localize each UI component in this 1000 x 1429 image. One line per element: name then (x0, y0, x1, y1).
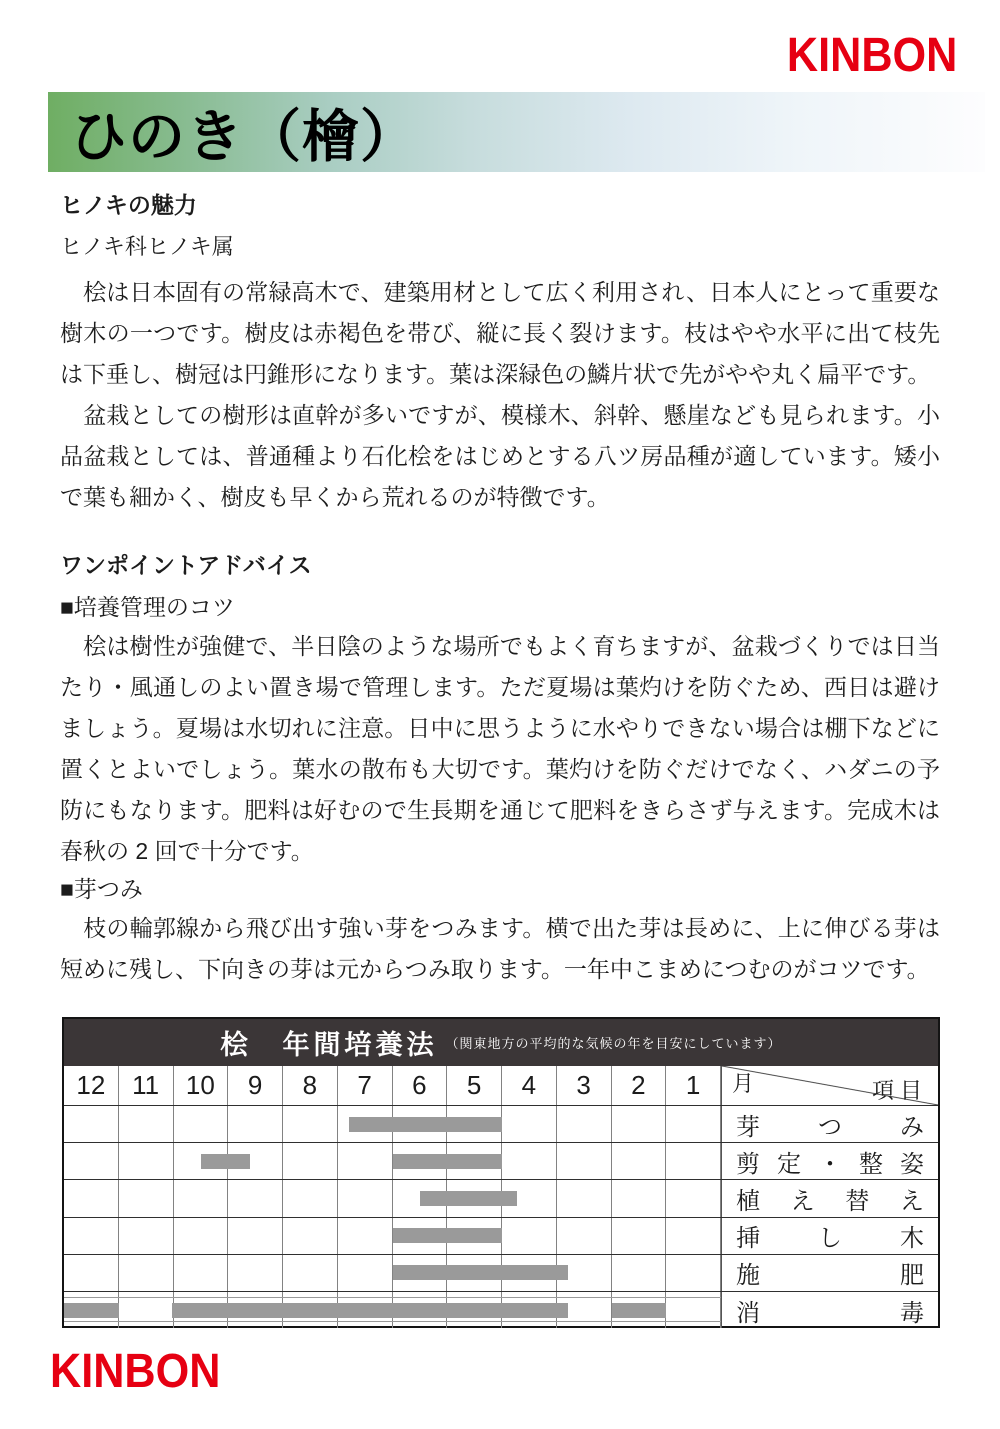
row-label-char: ・ (818, 1150, 842, 1178)
row-label-char: 挿 (736, 1225, 760, 1253)
cultivation-calendar (62, 1017, 940, 1328)
month-grid-cell (283, 1143, 338, 1179)
corner-month-label: 月 (732, 1071, 755, 1096)
row-label-char: 剪 (736, 1150, 760, 1178)
row-label-char: 整 (859, 1150, 883, 1178)
calendar-row-挿し木 (64, 1217, 938, 1254)
calendar-corner-cell (721, 1066, 938, 1105)
month-grid-cell (612, 1180, 667, 1216)
kinbon-logo-bottom: KINBON (50, 1345, 221, 1398)
month-grid-cell (612, 1106, 667, 1142)
row-label-char: 替 (845, 1187, 870, 1215)
row-label-char: え (790, 1187, 815, 1215)
month-grid-cell (612, 1218, 667, 1254)
month-grid-cell (174, 1255, 229, 1291)
row-label-char: 植 (736, 1187, 760, 1215)
month-grid-cell (64, 1255, 119, 1291)
intro-paragraph-1: 桧は日本固有の常緑高木で、建築用材として広く利用され、日本人にとって重要な樹木の一つです。樹皮は赤褐色を帯び、縦に長く裂けます。枝はやや水平に出て枝先は下垂し、樹冠は円錐形になります。葉は深緑色の鱗片状で先がやや丸く扁平です。 (60, 279, 940, 387)
month-grid-cell (502, 1143, 557, 1179)
period-bar (349, 1117, 502, 1132)
month-grid-cell (283, 1106, 338, 1142)
calendar-row-cells (64, 1292, 721, 1328)
advice-section (60, 550, 940, 990)
month-cell-4: 4 (502, 1066, 557, 1105)
period-bar (64, 1303, 119, 1318)
calendar-row-cells (64, 1255, 721, 1291)
calendar-row-cells (64, 1106, 721, 1142)
advice-item-body-2: 枝の輪郭線から飛び出す強い芽をつみます。横で出た芽は長めに、上に伸びる芽は短めに残し、下向きの芽は元からつみ取ります。一年中こまめにつむのがコツです。 (60, 915, 940, 982)
period-bar (393, 1228, 503, 1243)
advice-item-heading-1: ■培養管理のコツ (60, 594, 235, 620)
row-label-芽つみ (721, 1106, 938, 1142)
intro-paragraph-2: 盆栽としての樹形は直幹が多いですが、模様木、斜幹、懸崖なども見られます。小品盆栽としては、普通種より石化桧をはじめとする八ツ房品種が適しています。矮小で葉も細かく、樹皮も早くから荒れるのが特徴です。 (60, 402, 940, 510)
month-cell-10: 10 (174, 1066, 229, 1105)
advice-heading: ワンポイントアドバイス (60, 552, 312, 578)
month-grid-cell (119, 1255, 174, 1291)
month-grid-cell (502, 1106, 557, 1142)
row-guide-line (64, 1297, 721, 1298)
month-cell-2: 2 (612, 1066, 667, 1105)
calendar-month-row (64, 1066, 938, 1105)
title-banner (48, 92, 985, 172)
period-bar (612, 1303, 667, 1318)
advice-item-body-1: 桧は樹性が強健で、半日陰のような場所でもよく育ちますが、盆栽づくりでは日当たり・風通しのよい置き場で管理します。ただ夏場は葉灼けを防ぐため、西日は避けましょう。夏場は水切れに注意。日中に思うように水やりできない場合は棚下などに置くとよいでしょう。葉水の散布も大切です。葉灼けを防ぐだけでなく、ハダニの予防にもなります。肥料は好むので生長期を通じて肥料をきらさず与えます。完成木は春秋の 2 回で十分です。 (60, 633, 941, 864)
month-grid-cell (612, 1255, 667, 1291)
row-label-char: 毒 (900, 1299, 924, 1327)
month-grid-cell (228, 1180, 283, 1216)
row-label-char: 姿 (900, 1150, 924, 1178)
calendar-row-剪定・整姿 (64, 1142, 938, 1179)
month-grid-cell (174, 1218, 229, 1254)
intro-paragraphs (60, 272, 940, 518)
month-grid-cell (666, 1180, 721, 1216)
row-label-挿し木 (721, 1218, 938, 1254)
month-grid-cell (338, 1218, 393, 1254)
month-grid-cell (174, 1180, 229, 1216)
row-label-植え替え (721, 1180, 938, 1216)
month-grid-cell (119, 1143, 174, 1179)
calendar-row-消毒 (64, 1291, 938, 1328)
month-grid-cell (666, 1218, 721, 1254)
period-bar (393, 1154, 503, 1169)
row-label-施肥 (721, 1255, 938, 1291)
calendar-row-cells (64, 1218, 721, 1254)
intro-subheading: ヒノキ科ヒノキ属 (60, 234, 234, 259)
calendar-subtitle: （関東地方の平均的な気候の年を目安にしています） (445, 1036, 782, 1051)
kinbon-logo-top: KINBON (786, 29, 957, 82)
row-label-char: し (818, 1225, 842, 1253)
month-grid-cell (228, 1106, 283, 1142)
month-grid-cell (557, 1143, 612, 1179)
month-grid-cell (119, 1180, 174, 1216)
month-grid-cell (119, 1106, 174, 1142)
row-label-剪定・整姿 (721, 1143, 938, 1179)
corner-item-label: 項目 (871, 1078, 928, 1103)
month-grid-cell (174, 1106, 229, 1142)
month-grid-cell (64, 1143, 119, 1179)
month-grid-cell (64, 1180, 119, 1216)
month-cell-9: 9 (228, 1066, 283, 1105)
row-label-char: 木 (900, 1225, 924, 1253)
period-bar (420, 1191, 517, 1206)
month-grid-cell (557, 1218, 612, 1254)
month-grid-cell (228, 1218, 283, 1254)
month-cell-6: 6 (393, 1066, 448, 1105)
calendar-row-施肥 (64, 1254, 938, 1291)
intro-heading: ヒノキの魅力 (60, 192, 197, 218)
row-label-char: 肥 (900, 1262, 924, 1290)
month-cell-3: 3 (557, 1066, 612, 1105)
month-cell-12: 12 (64, 1066, 119, 1105)
month-grid-cell (666, 1143, 721, 1179)
month-cell-8: 8 (283, 1066, 338, 1105)
page-title: ひのき（檜） (70, 106, 418, 169)
period-bar (201, 1154, 250, 1169)
row-guide-line (64, 1321, 721, 1322)
row-label-char: 定 (777, 1150, 801, 1178)
advice-items (60, 592, 940, 990)
month-cell-11: 11 (119, 1066, 174, 1105)
month-grid-cell (228, 1255, 283, 1291)
month-grid-cell (64, 1106, 119, 1142)
row-label-char: 消 (736, 1299, 760, 1327)
row-label-char: 施 (736, 1262, 760, 1290)
month-grid-cell (557, 1180, 612, 1216)
month-cell-7: 7 (338, 1066, 393, 1105)
month-grid-cell (666, 1106, 721, 1142)
calendar-rows (64, 1105, 938, 1328)
row-label-char: 芽 (736, 1113, 760, 1141)
month-grid-cell (119, 1218, 174, 1254)
month-cell-5: 5 (447, 1066, 502, 1105)
month-grid-cell (612, 1143, 667, 1179)
advice-item-heading-2: ■芽つみ (60, 876, 143, 902)
month-grid-cell (338, 1180, 393, 1216)
calendar-row-cells (64, 1143, 721, 1179)
row-label-char: つ (818, 1113, 842, 1141)
period-bar (393, 1265, 568, 1280)
period-bar (172, 1303, 568, 1318)
calendar-title: 桧 年間培養法 (220, 1030, 438, 1060)
month-grid-cell (666, 1255, 721, 1291)
month-grid-cell (338, 1143, 393, 1179)
month-grid-cell (283, 1255, 338, 1291)
month-grid-cell (64, 1218, 119, 1254)
month-grid-cell (338, 1255, 393, 1291)
month-grid-cell (283, 1180, 338, 1216)
row-label-消毒 (721, 1292, 938, 1328)
calendar-row-植え替え (64, 1179, 938, 1216)
calendar-row-cells (64, 1180, 721, 1216)
month-grid-cell (502, 1218, 557, 1254)
row-label-char: み (900, 1113, 924, 1141)
month-grid-cell (283, 1218, 338, 1254)
calendar-row-芽つみ (64, 1105, 938, 1142)
intro-section (60, 190, 940, 518)
month-cell-1: 1 (666, 1066, 721, 1105)
calendar-header (64, 1019, 938, 1066)
row-label-char: え (899, 1187, 924, 1215)
month-grid-cell (557, 1106, 612, 1142)
